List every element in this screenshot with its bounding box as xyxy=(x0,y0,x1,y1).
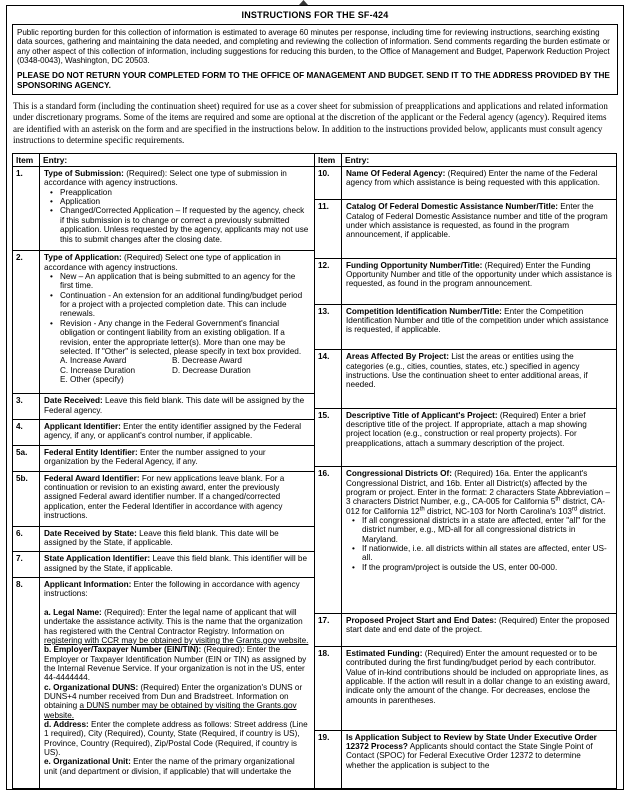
option-left: C. Increase Duration xyxy=(60,365,136,375)
text-segment: Enter the Competition Identification Number and title of the competition under which assistance is requested, if applicable. xyxy=(346,306,609,335)
entry-cell xyxy=(342,467,617,614)
text-segment: district. xyxy=(577,506,606,516)
entry-paragraph xyxy=(346,469,612,516)
bold-label: b. Employer/Taxpayer Number (EIN/TIN): xyxy=(44,645,202,655)
entry-cell xyxy=(342,200,617,258)
option-pair xyxy=(44,375,310,384)
instruction-row xyxy=(13,394,315,420)
burden-notice-box xyxy=(12,24,618,95)
bullet-item xyxy=(44,206,310,243)
entry-cell xyxy=(40,394,315,420)
option-pair xyxy=(44,356,310,365)
entry-paragraph xyxy=(44,608,310,645)
text-segment: For new applications leave blank. For a continuation or revision to an existing award, enter the previously assigned Federal award identifier number. If a changed/corrected application, enter the Federal Identifier in accordance with agency instructions. xyxy=(44,473,285,520)
bullet-text xyxy=(362,516,612,544)
superscript-text: th xyxy=(555,496,561,503)
bold-label: Competition Identification Number/Title: xyxy=(346,306,502,316)
item-number: 8. xyxy=(13,578,40,789)
instruction-row xyxy=(315,730,617,788)
bold-label: Areas Affected By Project: xyxy=(346,352,449,362)
text-segment: (Required): Enter the legal name of applicant that will undertake the assistance activity. This is the name that the organization has registered with the Central Contractor Registry. Information on xyxy=(44,607,303,636)
entry-paragraph xyxy=(44,529,310,548)
entry-paragraph xyxy=(346,411,612,448)
bold-label: Federal Entity Identifier: xyxy=(44,447,138,457)
text-segment: (Required) 16a. Enter the applicant's Congressional District, and 16b. Enter all District(s) affected by the program or project. Enter in the format: 2 characters State Abbreviation – 3 characters District Number, e.g., CA-005 for California 5 xyxy=(346,469,610,507)
item-number: 16. xyxy=(315,467,342,614)
entry-paragraph xyxy=(44,683,310,720)
item-number: 15. xyxy=(315,408,342,466)
bullet-text xyxy=(60,319,310,356)
text-segment: Leave this field blank. This date will be assigned by the Federal agency. xyxy=(44,396,305,415)
text-segment: (Required) Select one type of application in accordance with agency instructions. xyxy=(44,253,281,272)
text-segment: (Required) Enter the organization's DUNS or DUNS+4 number received from Dun and Bradstreet. Information on obtaining xyxy=(44,682,303,711)
text-segment: Preapplication xyxy=(60,187,112,197)
bold-label: Name Of Federal Agency: xyxy=(346,169,446,179)
instruction-row xyxy=(13,420,315,446)
text-segment: If the program/project is outside the US, enter 00-000. xyxy=(362,562,558,572)
text-segment: If nationwide, i.e. all districts within all states are affected, enter US-all. xyxy=(362,543,607,563)
text-segment: Changed/Corrected Application – If requested by the agency, check if this submission is to change or correct a previously submitted application. Unless requested by the agency, applicants may not use this to submit changes after the closing date. xyxy=(60,206,309,244)
bold-label: Federal Award Identifier: xyxy=(44,473,140,483)
bold-label: Date Received: xyxy=(44,396,103,406)
bold-label: e. Organizational Unit: xyxy=(44,757,131,767)
instruction-row xyxy=(315,408,617,466)
entry-paragraph xyxy=(346,307,612,335)
entry-cell xyxy=(342,258,617,304)
entry-cell xyxy=(40,251,315,394)
entry-cell xyxy=(40,578,315,789)
item-number: 13. xyxy=(315,304,342,350)
entry-paragraph xyxy=(44,580,310,599)
bullet-item xyxy=(44,197,310,206)
bold-label: Catalog Of Federal Domestic Assistance Number/Title: xyxy=(346,202,559,212)
bullet-text xyxy=(362,563,612,572)
header-row xyxy=(315,154,617,167)
entry-paragraph xyxy=(44,396,310,415)
entry-paragraph xyxy=(44,645,310,682)
bullet-text xyxy=(60,206,310,243)
bold-label: a. Legal Name: xyxy=(44,607,102,617)
intro-paragraph: This is a standard form (including the continuation sheet) required for use as a cover sheet for submission of preapplications and applications and related information under discretionary programs. Some of the items are required and some are optional at the discretion of the applicant or the Federal agency (agency). Required items are identified with an asterisk on the form and are specified in the instructions below. In addition to the instructions provided below, applicants must consult agency instructions to determine specific requirements. xyxy=(13,101,608,145)
entry-paragraph xyxy=(44,422,310,441)
entry-paragraph xyxy=(346,261,612,289)
burden-warning-text: PLEASE DO NOT RETURN YOUR COMPLETED FORM TO THE OFFICE OF MANAGEMENT AND BUDGET. SEND IT TO THE ADDRESS PROVIDED BY THE SPONSORING AGENCY. xyxy=(17,71,610,90)
instruction-row xyxy=(13,167,315,251)
item-number: 18. xyxy=(315,646,342,730)
text-segment: Enter the name of the primary organizational unit (and department or division, if applicable) that will undertake the xyxy=(44,757,295,776)
spacer xyxy=(44,599,310,608)
text-segment: (Required) Enter the name of the Federal agency from which assistance is being requested with this application. xyxy=(346,169,600,188)
bullet-text xyxy=(60,272,310,291)
entry-paragraph xyxy=(346,649,612,705)
instruction-row xyxy=(315,613,617,646)
bullet-icon: • xyxy=(50,187,53,197)
entry-paragraph xyxy=(44,474,310,521)
entry-cell xyxy=(342,350,617,408)
bold-label: Descriptive Title of Applicant's Project: xyxy=(346,410,498,420)
text-segment: (Required) Enter the proposed start date and end date of the project. xyxy=(346,615,610,635)
bold-label: Proposed Project Start and End Dates: xyxy=(346,615,497,625)
text-segment: Enter the Catalog of Federal Domestic Assistance number and title of the program under which assistance is requested, as found in the program announcement, if applicable. xyxy=(346,202,608,240)
text-segment: Enter the following in accordance with agency instructions: xyxy=(44,580,300,599)
bold-label: State Application Identifier: xyxy=(44,554,151,564)
column-header: Entry: xyxy=(342,154,617,167)
page-border-frame xyxy=(6,5,624,790)
entry-paragraph xyxy=(346,616,612,635)
bullet-icon: • xyxy=(352,562,355,572)
bold-label: c. Organizational DUNS: xyxy=(44,682,139,692)
entry-cell xyxy=(40,526,315,552)
instruction-row xyxy=(13,445,315,471)
item-number: 2. xyxy=(13,251,40,394)
bullet-item xyxy=(44,272,310,291)
instruction-row xyxy=(315,167,617,200)
instruction-row xyxy=(315,646,617,730)
bullet-icon: • xyxy=(50,318,53,328)
entry-cell xyxy=(342,730,617,788)
item-number: 4. xyxy=(13,420,40,446)
option-right: B. Decrease Award xyxy=(172,356,242,366)
bold-label: Type of Submission: xyxy=(44,169,124,179)
entry-paragraph xyxy=(346,169,612,188)
entry-cell xyxy=(40,552,315,578)
entry-cell xyxy=(342,613,617,646)
text-segment: district, NC-103 for North Carolina's 103 xyxy=(424,506,572,516)
instruction-row xyxy=(13,251,315,394)
column-header: Item xyxy=(315,154,342,167)
entry-paragraph xyxy=(44,720,310,757)
option-pair xyxy=(44,366,310,375)
option-right: D. Decrease Duration xyxy=(172,365,251,375)
instructions-table xyxy=(12,153,618,789)
bold-label: Is Application Subject to Review by State Under Executive Order 12372 Process? xyxy=(346,732,597,751)
entry-cell xyxy=(342,646,617,730)
bold-label: Estimated Funding: xyxy=(346,648,423,658)
text-segment: Application xyxy=(60,197,101,207)
entry-paragraph xyxy=(44,757,310,776)
burden-notice-text: Public reporting burden for this collection of information is estimated to average 60 minutes per response, including time for reviewing instructions, searching existing data sources, gathering and maintaining the data needed, and completing and reviewing the collection of information. Send comments regarding the burden estimate or any other aspect of this collection of information, including suggestions for reducing this burden, to the Office of Management and Budget, Paperwork Reduction Project (0348-0043), Washington, DC 20503. xyxy=(17,28,610,65)
text-segment: Revision - Any change in the Federal Government's financial obligation or contingent liability from an existing obligation. If a revision, enter the appropriate letter(s). More than one may be selected. If "Other" is selected, please specify in text box provided. xyxy=(60,318,302,356)
text-segment: (Required) Enter a brief descriptive title of the project. If appropriate, attach a map showing project location (e.g., construction or real property projects). For preapplications, attach a summary description of the project. xyxy=(346,410,587,448)
entry-paragraph xyxy=(44,448,310,467)
instructions-table-right xyxy=(314,153,617,789)
bullet-item xyxy=(346,563,612,572)
bold-label: Congressional Districts Of: xyxy=(346,469,453,479)
item-number: 10. xyxy=(315,167,342,200)
text-segment: Continuation - An extension for an additional funding/budget period for a project with a projected completion date. This can include renewals. xyxy=(60,290,303,319)
text-segment: Enter the entity identifier assigned by the Federal agency, if any, or applicant's control number, if applicable. xyxy=(44,422,302,441)
page-title: INSTRUCTIONS FOR THE SF-424 xyxy=(241,10,389,20)
item-number: 5a. xyxy=(13,445,40,471)
header-row xyxy=(13,154,315,167)
bullet-item xyxy=(44,188,310,197)
bullet-text xyxy=(60,197,310,206)
superscript-text: rd xyxy=(571,505,578,512)
entry-cell xyxy=(40,445,315,471)
text-segment: (Required) Enter the amount requested or to be contributed during the first funding/budget period by each contributor. Value of in-kind contributions should be included on appropriate lines, as applicable. If the action will result in a dollar change to an existing award, indicate only the amount of the change. For decreases, enclose the amounts in parentheses. xyxy=(346,648,610,705)
item-number: 12. xyxy=(315,258,342,304)
bullet-icon: • xyxy=(50,272,53,282)
bullet-text xyxy=(362,544,612,563)
underlined-text: registering with CCR may be obtained by visiting the Grants.gov website. xyxy=(44,635,309,645)
text-segment: (Required) Enter the Funding Opportunity Number and title of the opportunity under which assistance is requested, as found in the program announcement. xyxy=(346,260,612,289)
text-segment: If all congressional districts in a state are affected, enter "all" for the district number, e.g., MD-all for all congressional districts in Maryland. xyxy=(362,515,606,544)
bullet-text xyxy=(60,188,310,197)
item-number: 7. xyxy=(13,552,40,578)
text-segment: Leave this field blank. This identifier will be assigned by the State, if applicable. xyxy=(44,554,308,573)
item-number: 17. xyxy=(315,613,342,646)
instruction-row xyxy=(315,350,617,408)
text-segment: New – An application that is being submitted to an agency for the first time. xyxy=(60,272,296,291)
bullet-icon: • xyxy=(352,515,355,525)
instruction-row xyxy=(13,578,315,789)
column-header: Entry: xyxy=(40,154,315,167)
entry-cell xyxy=(342,408,617,466)
bullet-item xyxy=(346,516,612,544)
entry-cell xyxy=(342,167,617,200)
bold-label: Funding Opportunity Number/Title: xyxy=(346,260,483,270)
entry-paragraph xyxy=(346,352,612,389)
instructions-table-left xyxy=(12,153,315,789)
text-segment: List the areas or entities using the categories (e.g., cities, counties, states, etc.) specified in agency instructions. Use the continuation sheet to enter additional areas, if needed. xyxy=(346,352,588,390)
instruction-row xyxy=(13,471,315,526)
bullet-icon: • xyxy=(50,197,53,207)
superscript-text: th xyxy=(419,505,425,512)
bold-label: d. Address: xyxy=(44,719,89,729)
bullet-item xyxy=(346,544,612,563)
item-number: 6. xyxy=(13,526,40,552)
bullet-item xyxy=(44,291,310,319)
entry-paragraph xyxy=(44,169,310,188)
instruction-row xyxy=(13,526,315,552)
entry-cell xyxy=(40,420,315,446)
text-segment: Enter the number assigned to your organization by the Federal Agency, if any. xyxy=(44,447,266,467)
column-header: Item xyxy=(13,154,40,167)
item-number: 3. xyxy=(13,394,40,420)
bold-label: Applicant Identifier: xyxy=(44,422,121,432)
entry-paragraph xyxy=(44,253,310,272)
bullet-item xyxy=(44,319,310,356)
text-segment: Leave this field blank. This date will be assigned by the State, if applicable. xyxy=(44,528,279,547)
underlined-text: a DUNS number may be obtained by visiting the Grants.gov website. xyxy=(44,701,297,720)
option-left: A. Increase Award xyxy=(60,356,127,366)
option-left: E. Other (specify) xyxy=(60,374,124,384)
entry-paragraph xyxy=(346,733,612,770)
text-segment: (Required): Select one type of submission in accordance with agency instructions. xyxy=(44,169,287,188)
entry-cell xyxy=(342,304,617,350)
bold-label: Applicant Information: xyxy=(44,580,132,590)
bullet-icon: • xyxy=(352,543,355,553)
bullet-text xyxy=(60,291,310,319)
text-segment: Applicants should contact the State Single Point of Contact (SPOC) for Federal Executive Order 12372 to determine whether the application is subject to the xyxy=(346,741,593,770)
text-segment: (Required): Enter the Employer or Taxpayer Identification Number (EIN or TIN) as assigned by the Internal Revenue Service. If your organization is not in the US, enter 44-4444444. xyxy=(44,645,307,683)
text-segment: district, CA-012 for California 12 xyxy=(346,497,605,516)
instruction-row xyxy=(315,467,617,614)
item-number: 19. xyxy=(315,730,342,788)
item-number: 14. xyxy=(315,350,342,408)
instruction-row xyxy=(315,200,617,258)
instruction-row xyxy=(13,552,315,578)
entry-paragraph xyxy=(346,202,612,239)
entry-cell xyxy=(40,471,315,526)
bullet-icon: • xyxy=(50,206,53,216)
item-number: 5b. xyxy=(13,471,40,526)
entry-paragraph xyxy=(44,554,310,573)
entry-cell xyxy=(40,167,315,251)
bullet-icon: • xyxy=(50,290,53,300)
instruction-row xyxy=(315,304,617,350)
instruction-row xyxy=(315,258,617,304)
bold-label: Date Received by State: xyxy=(44,528,137,538)
text-segment: Enter the complete address as follows: Street address (Line 1 required), City (Required), County, State (Required, if country is US), Province, Country (Required), Zip/Postal Code (Required, if country is US). xyxy=(44,719,308,757)
item-number: 11. xyxy=(315,200,342,258)
item-number: 1. xyxy=(13,167,40,251)
bold-label: Type of Application: xyxy=(44,253,122,263)
